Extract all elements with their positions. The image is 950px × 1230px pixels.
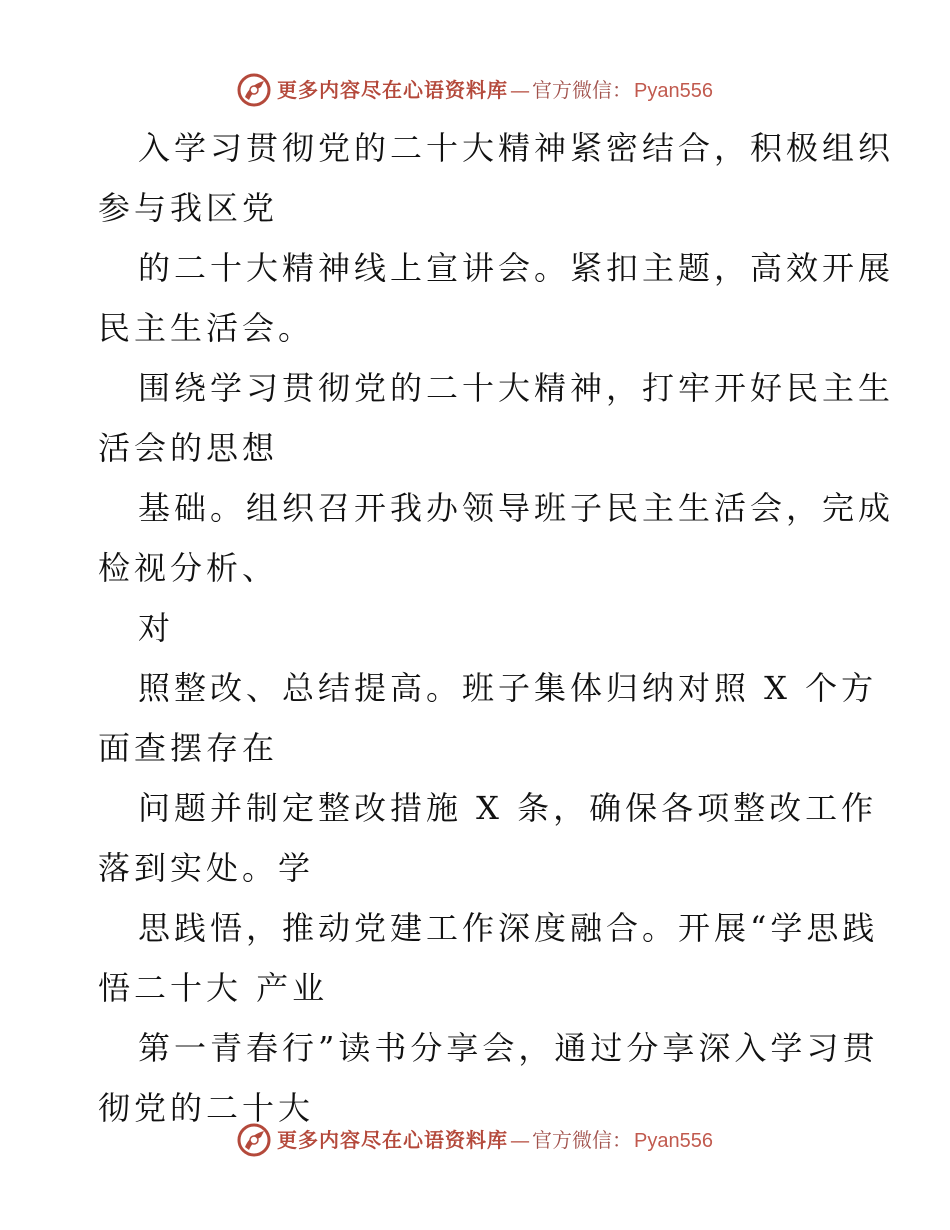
text-line: 彻党的二十大 [98,1089,315,1127]
banner-separator: — [510,1127,531,1152]
banner-wechat-id: Pyan556 [634,79,713,102]
text-line: 民主生活会。 [98,309,315,347]
text-line: 问题并制定整改措施 X 条，确保各项整改工作 [138,789,878,827]
banner-sub-text: 官方微信： [532,77,633,102]
text-line: 照整改、总结提高。班子集体归纳对照 X 个方 [138,669,878,707]
logo-icon [237,1123,271,1157]
banner-separator: — [510,77,531,102]
banner-main-text: 更多内容尽在心语资料库 [277,1127,509,1152]
text-line: 的二十大精神线上宣讲会。紧扣主题，高效开展 [138,249,895,287]
banner-main-text: 更多内容尽在心语资料库 [277,77,509,102]
footer-banner [0,1120,950,1160]
text-line: 思践悟，推动党建工作深度融合。开展“学思践 [138,909,879,947]
text-line: 落到实处。学 [98,849,315,887]
text-line: 检视分析、 [98,549,279,587]
logo-icon [237,73,271,107]
text-line: 入学习贯彻党的二十大精神紧密结合，积极组织 [138,129,895,167]
text-line: 基础。组织召开我办领导班子民主生活会，完成 [138,489,895,527]
text-line: 对 [138,609,175,647]
text-line: 悟二十大 产业 [98,969,329,1007]
banner-sub-text: 官方微信： [532,1127,633,1152]
banner-wechat-id: Pyan556 [634,1129,713,1152]
text-line: 活会的思想 [98,429,279,467]
header-banner [0,70,950,110]
text-line: 面查摆存在 [98,729,279,767]
text-line: 参与我区党 [98,189,279,227]
text-line: 围绕学习贯彻党的二十大精神，打牢开好民主生 [138,369,895,407]
text-line: 第一青春行”读书分享会，通过分享深入学习贯 [138,1029,879,1067]
document-body [98,118,895,1138]
